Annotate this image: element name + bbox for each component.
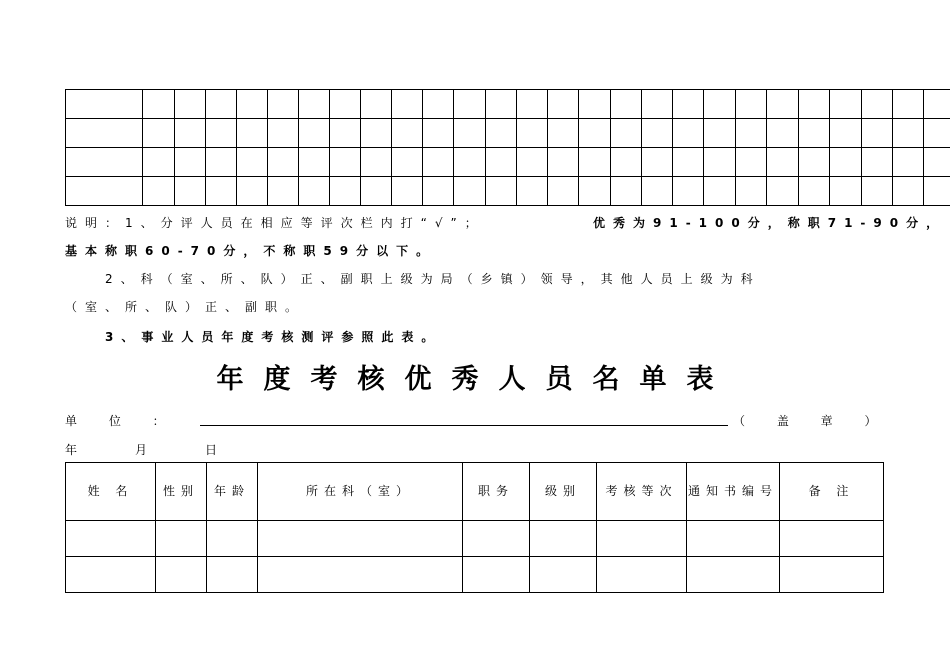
grid-cell[interactable]	[517, 119, 548, 148]
unit-label: 单 位 ：	[65, 414, 179, 428]
grid-cell[interactable]	[704, 90, 736, 119]
grid-cell[interactable]	[924, 90, 950, 119]
table-cell[interactable]	[530, 557, 597, 593]
grid-cell[interactable]	[673, 177, 704, 206]
note-line-1b: 优秀为91-100分，称职71-90分，	[593, 216, 947, 230]
grid-cell[interactable]	[862, 148, 893, 177]
table-row	[66, 521, 884, 557]
note-line-1a: 说明：1、分评人员在相应等评次栏内打“√”；	[65, 216, 485, 230]
grid-cell[interactable]	[423, 177, 454, 206]
table-cell[interactable]	[207, 557, 258, 593]
grid-cell[interactable]	[392, 90, 423, 119]
grid-cell[interactable]	[361, 119, 392, 148]
grid-cell[interactable]	[767, 90, 799, 119]
grid-cell[interactable]	[830, 148, 862, 177]
grid-cell[interactable]	[175, 90, 206, 119]
grid-cell[interactable]	[143, 148, 175, 177]
grid-row	[66, 148, 950, 177]
grid-cell[interactable]	[206, 177, 237, 206]
grid-row	[66, 119, 950, 148]
grid-cell[interactable]	[799, 90, 830, 119]
header-notice-number: 通知书编号	[687, 463, 780, 521]
grid-row	[66, 177, 950, 206]
table-cell[interactable]	[156, 521, 207, 557]
evaluation-grid	[65, 89, 950, 206]
note-line-4: （室、所、队）正、副职。	[65, 300, 306, 314]
grid-cell[interactable]	[704, 119, 736, 148]
grid-cell[interactable]	[486, 119, 517, 148]
grid-cell[interactable]	[392, 119, 423, 148]
stamp-label: （ 盖 章 ）	[733, 414, 891, 428]
grid-cell[interactable]	[548, 90, 579, 119]
grid-cell[interactable]	[642, 148, 673, 177]
grid-cell[interactable]	[175, 148, 206, 177]
grid-cell[interactable]	[579, 177, 611, 206]
grid-cell[interactable]	[736, 90, 767, 119]
grid-cell[interactable]	[486, 177, 517, 206]
grid-cell[interactable]	[423, 148, 454, 177]
grid-cell[interactable]	[736, 177, 767, 206]
grid-cell[interactable]	[736, 119, 767, 148]
grid-cell[interactable]	[548, 177, 579, 206]
table-cell[interactable]	[66, 521, 156, 557]
grid-cell[interactable]	[579, 119, 611, 148]
unit-underline	[200, 425, 728, 426]
grid-cell[interactable]	[361, 177, 392, 206]
grid-cell[interactable]	[237, 90, 268, 119]
grid-cell[interactable]	[361, 148, 392, 177]
header-remarks: 备 注	[780, 463, 884, 521]
grid-cell[interactable]	[893, 148, 924, 177]
header-name: 姓 名	[66, 463, 156, 521]
grid-cell[interactable]	[611, 177, 642, 206]
grid-cell[interactable]	[237, 148, 268, 177]
grid-cell[interactable]	[392, 177, 423, 206]
table-cell[interactable]	[258, 521, 463, 557]
grid-row	[66, 90, 950, 119]
table-cell[interactable]	[687, 557, 780, 593]
grid-cell[interactable]	[799, 148, 830, 177]
table-cell[interactable]	[780, 557, 884, 593]
grid-cell[interactable]	[830, 90, 862, 119]
grid-cell[interactable]	[206, 148, 237, 177]
grid-cell[interactable]	[299, 177, 330, 206]
grid-cell[interactable]	[330, 119, 361, 148]
grid-cell[interactable]	[799, 119, 830, 148]
grid-cell[interactable]	[767, 119, 799, 148]
table-cell[interactable]	[597, 521, 687, 557]
header-gender: 性别	[156, 463, 207, 521]
grid-cell[interactable]	[736, 148, 767, 177]
grid-cell[interactable]	[611, 119, 642, 148]
grid-cell[interactable]	[330, 148, 361, 177]
table-cell[interactable]	[780, 521, 884, 557]
note-line-5: 3、事业人员年度考核测评参照此表。	[105, 330, 442, 344]
note-line-2: 基本称职60-70分，不称职59分以下。	[65, 244, 437, 258]
grid-cell[interactable]	[175, 119, 206, 148]
grid-cell[interactable]	[862, 177, 893, 206]
grid-cell[interactable]	[862, 90, 893, 119]
table-cell[interactable]	[687, 521, 780, 557]
grid-cell[interactable]	[299, 90, 330, 119]
grid-cell[interactable]	[862, 119, 893, 148]
grid-cell[interactable]	[767, 177, 799, 206]
grid-cell[interactable]	[924, 177, 950, 206]
grid-cell[interactable]	[175, 177, 206, 206]
grid-cell[interactable]	[893, 119, 924, 148]
grid-cell[interactable]	[704, 177, 736, 206]
grid-cell[interactable]	[799, 177, 830, 206]
grid-cell[interactable]	[611, 90, 642, 119]
grid-cell[interactable]	[673, 119, 704, 148]
table-cell[interactable]	[530, 521, 597, 557]
header-grade: 考核等次	[597, 463, 687, 521]
grid-cell[interactable]	[642, 119, 673, 148]
header-position: 职务	[463, 463, 530, 521]
grid-cell[interactable]	[66, 177, 143, 206]
table-cell[interactable]	[156, 557, 207, 593]
note-line-3: 2、科（室、所、队）正、副职上级为局（乡镇）领导，其他人员上级为科	[105, 272, 761, 286]
grid-cell[interactable]	[299, 119, 330, 148]
table-cell[interactable]	[258, 557, 463, 593]
day-label: 日	[205, 443, 218, 457]
table-cell[interactable]	[66, 557, 156, 593]
grid-cell[interactable]	[486, 90, 517, 119]
table-cell[interactable]	[463, 521, 530, 557]
grid-cell[interactable]	[517, 177, 548, 206]
page-title: 年度考核优秀人员名单表	[216, 364, 734, 395]
grid-cell[interactable]	[299, 148, 330, 177]
grid-cell[interactable]	[454, 148, 486, 177]
grid-cell[interactable]	[392, 148, 423, 177]
grid-cell[interactable]	[143, 177, 175, 206]
grid-cell[interactable]	[704, 148, 736, 177]
grid-cell[interactable]	[924, 148, 950, 177]
grid-cell[interactable]	[548, 119, 579, 148]
grid-cell[interactable]	[66, 148, 143, 177]
grid-cell[interactable]	[924, 119, 950, 148]
grid-cell[interactable]	[579, 148, 611, 177]
header-level: 级别	[530, 463, 597, 521]
grid-cell[interactable]	[517, 148, 548, 177]
table-cell[interactable]	[597, 557, 687, 593]
header-department: 所在科（室）	[258, 463, 463, 521]
month-label: 月	[135, 443, 148, 457]
grid-cell[interactable]	[143, 119, 175, 148]
year-label: 年	[65, 443, 78, 457]
grid-cell[interactable]	[330, 177, 361, 206]
grid-cell[interactable]	[66, 119, 143, 148]
grid-cell[interactable]	[268, 119, 299, 148]
table-row	[66, 557, 884, 593]
grid-cell[interactable]	[423, 119, 454, 148]
grid-cell[interactable]	[548, 148, 579, 177]
grid-cell[interactable]	[423, 90, 454, 119]
grid-cell[interactable]	[767, 148, 799, 177]
grid-cell[interactable]	[893, 90, 924, 119]
grid-cell[interactable]	[642, 177, 673, 206]
table-header-row	[66, 463, 884, 521]
grid-cell[interactable]	[486, 148, 517, 177]
header-age: 年龄	[207, 463, 258, 521]
grid-cell[interactable]	[268, 148, 299, 177]
grid-cell[interactable]	[66, 90, 143, 119]
grid-cell[interactable]	[454, 90, 486, 119]
table-cell[interactable]	[463, 557, 530, 593]
grid-cell[interactable]	[237, 119, 268, 148]
excellent-staff-table	[65, 462, 884, 593]
grid-cell[interactable]	[517, 90, 548, 119]
grid-cell[interactable]	[893, 177, 924, 206]
grid-cell[interactable]	[454, 177, 486, 206]
grid-cell[interactable]	[830, 119, 862, 148]
grid-cell[interactable]	[642, 90, 673, 119]
grid-cell[interactable]	[673, 90, 704, 119]
unit-row	[65, 412, 891, 432]
grid-cell[interactable]	[579, 90, 611, 119]
grid-cell[interactable]	[268, 177, 299, 206]
grid-cell[interactable]	[454, 119, 486, 148]
grid-cell[interactable]	[673, 148, 704, 177]
grid-cell[interactable]	[611, 148, 642, 177]
grid-cell[interactable]	[830, 177, 862, 206]
grid-cell[interactable]	[268, 90, 299, 119]
grid-cell[interactable]	[206, 90, 237, 119]
grid-cell[interactable]	[237, 177, 268, 206]
grid-cell[interactable]	[143, 90, 175, 119]
grid-cell[interactable]	[361, 90, 392, 119]
grid-cell[interactable]	[330, 90, 361, 119]
grid-cell[interactable]	[206, 119, 237, 148]
table-cell[interactable]	[207, 521, 258, 557]
